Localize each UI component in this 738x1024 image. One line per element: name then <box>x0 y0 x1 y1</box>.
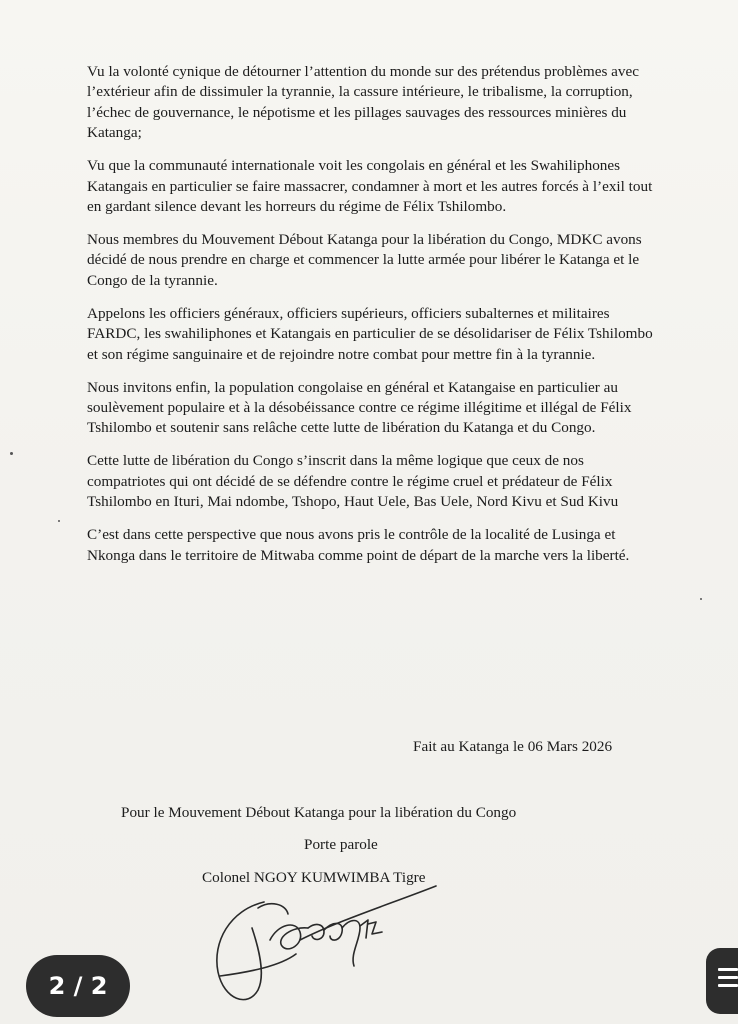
paragraph: Nous invitons enfin, la population congolaise en général et Katangaise en particulier au soulèvement populaire et à la désobéissance contre ce régime illégitime et illégal de Félix Tshilombo et soutenir sans relâche cette lutte de libération du Katanga et du Congo. <box>87 378 632 437</box>
signer-role: Porte parole <box>304 836 378 853</box>
paragraph: Vu que la communauté internationale voit les congolais en général et les Swahiliphones Katangais en particulier se faire massacrer, condamner à mort et les autres forcés à l’exil tout en gardant silence devant les horreurs du régime de Félix Tshilombo. <box>87 157 653 216</box>
page-indicator: 2 / 2 <box>26 955 130 1017</box>
paragraph: Nous membres du Mouvement Débout Katanga pour la libération du Congo, MDKC avons décidé de nous prendre en charge et commencer la lutte armée pour libérer le Katanga et le Congo de la tyrannie. <box>87 231 642 289</box>
menu-button[interactable] <box>706 948 738 1014</box>
document-body <box>87 62 655 579</box>
signer-name: Colonel NGOY KUMWIMBA Tigre <box>202 869 426 886</box>
hamburger-menu-icon <box>718 984 738 987</box>
place-date: Fait au Katanga le 06 Mars 2026 <box>413 738 613 755</box>
hamburger-menu-icon <box>718 976 738 979</box>
paragraph: Cette lutte de libération du Congo s’inscrit dans la même logique que ceux de nos compatriotes qui ont décidé de se défendre contre le régime cruel et prédateur de Félix Tshilombo en Ituri, Mai ndombe, Tshopo, Haut Uele, Bas Uele, Nord Kivu et Sud Kivu <box>87 452 619 511</box>
paragraph: C’est dans cette perspective que nous avons pris le contrôle de la localité de Lusinga et Nkonga dans le territoire de Mitwaba comme point de départ de la marche vers la liberté. <box>87 526 630 564</box>
handwritten-signature <box>200 880 440 1015</box>
page-speck <box>10 452 13 455</box>
paragraph: Vu la volonté cynique de détourner l’attention du monde sur des prétendus problèmes avec l’extérieur afin de dissimuler la tyrannie, la cassure intérieure, le tribalisme, la corruption, l’échec de gouvernance, le népotisme et les pillages sauvages des ressources minières du Katanga; <box>87 63 639 142</box>
page-speck <box>700 598 702 600</box>
hamburger-menu-icon <box>718 968 738 971</box>
page-speck <box>58 520 60 522</box>
organization-line: Pour le Mouvement Débout Katanga pour la libération du Congo <box>121 804 517 821</box>
paragraph: Appelons les officiers généraux, officiers supérieurs, officiers subalternes et militaires FARDC, les swahiliphones et Katangais en particulier de se désolidariser de Félix Tshilombo et son régime sanguinaire et de rejoindre notre combat pour mettre fin à la tyrannie. <box>87 304 653 363</box>
